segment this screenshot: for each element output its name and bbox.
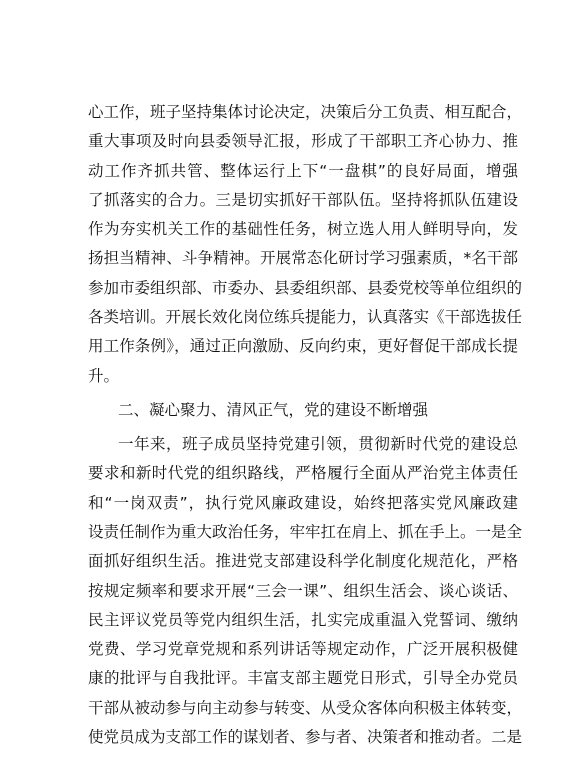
paragraph-line: 动工作齐抓共管、整体运行上下“一盘棋”的良好局面，增强 [88,162,518,180]
paragraph-line: 干部从被动参与向主动参与转变、从受众客体向积极主体转变， [88,699,523,717]
paragraph-line: 升。 [88,367,120,385]
paragraph-line: 用工作条例》，通过正向激励、反向约束，更好督促干部成长提 [88,337,518,355]
paragraph-line: 康的批评与自我批评。丰富支部主题党日形式，引导全办党员 [88,669,518,687]
paragraph-line: 设责任制作为重大政治任务，牢牢扛在肩上、抓在手上。一是全 [88,523,523,541]
paragraph-line: 心工作，班子坚持集体讨论决定，决策后分工负责、相互配合， [88,103,523,121]
paragraph-line: 民主评议党员等党内组织生活，扎实完成重温入党誓词、缴纳 [88,611,518,629]
paragraph-line: 使党员成为支部工作的谋划者、参与者、决策者和推动者。二是 [88,728,523,746]
paragraph-line: 一年来，班子成员坚持党建引领，贯彻新时代党的建设总 [118,435,518,453]
paragraph-line: 了抓落实的合力。三是切实抓好干部队伍。坚持将抓队伍建设 [88,191,518,209]
paragraph-line: 面抓好组织生活。推进党支部建设科学化制度化规范化，严格 [88,552,518,570]
paragraph-line: 各类培训。开展长效化岗位练兵提能力，认真落实《干部选拔任 [88,308,523,326]
paragraph-line: 参加市委组织部、市委办、县委组织部、县委党校等单位组织的 [88,279,523,297]
paragraph-line: 作为夯实机关工作的基础性任务，树立选人用人鲜明导向，发 [88,220,518,238]
paragraph-line: 按规定频率和要求开展“三会一课”、组织生活会、谈心谈话、 [88,582,518,600]
section-heading: 二、凝心聚力、清风正气，党的建设不断增强 [118,401,429,419]
paragraph-line: 重大事项及时向县委领导汇报，形成了干部职工齐心协力、推 [88,132,518,150]
paragraph-line: 和“一岗双责”，执行党风廉政建设，始终把落实党风廉政建 [88,494,518,512]
paragraph-line: 要求和新时代党的组织路线，严格履行全面从严治党主体责任 [88,464,518,482]
paragraph-line: 党费、学习党章党规和系列讲话等规定动作，广泛开展积极健 [88,640,518,658]
paragraph-line: 扬担当精神、斗争精神。开展常态化研讨学习强素质，*名干部 [88,249,518,267]
